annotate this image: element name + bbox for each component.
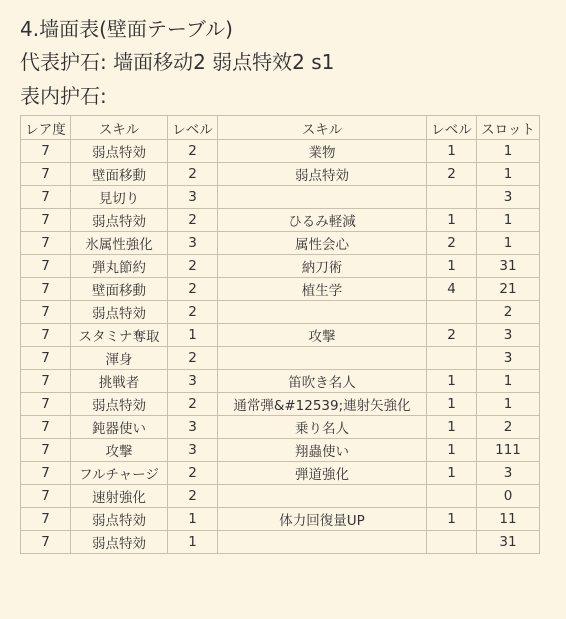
level-1-cell: 2 — [168, 462, 218, 485]
slots-cell: 31 — [477, 531, 540, 554]
representative-charm-line: 代表护石: 墙面移动2 弱点特效2 s1 — [20, 50, 335, 74]
header-level-2: レベル — [427, 116, 477, 140]
slots-cell: 1 — [477, 232, 540, 255]
level-2-cell: 1 — [427, 255, 477, 278]
level-2-cell: 2 — [427, 163, 477, 186]
inner-charm-label: 表内护石: — [20, 84, 107, 108]
level-1-cell: 2 — [168, 485, 218, 508]
table-row — [21, 186, 540, 209]
table-row — [21, 301, 540, 324]
header-skill-2: スキル — [218, 116, 427, 140]
skill-1-cell: 弱点特効 — [71, 531, 168, 554]
level-1-cell: 3 — [168, 370, 218, 393]
level-2-cell: 2 — [427, 232, 477, 255]
slots-cell: 2 — [477, 301, 540, 324]
table-row — [21, 209, 540, 232]
level-2-cell: 1 — [427, 140, 477, 163]
rarity-cell: 7 — [21, 508, 71, 531]
article-content — [20, 14, 546, 554]
level-1-cell: 1 — [168, 324, 218, 347]
rarity-cell: 7 — [21, 301, 71, 324]
slots-cell: 2 — [477, 416, 540, 439]
level-1-cell: 1 — [168, 531, 218, 554]
rarity-cell: 7 — [21, 209, 71, 232]
rarity-cell: 7 — [21, 485, 71, 508]
charm-table — [20, 115, 540, 554]
table-row — [21, 485, 540, 508]
skill-2-cell: 攻撃 — [218, 324, 427, 347]
skill-1-cell: 弱点特効 — [71, 393, 168, 416]
table-row — [21, 416, 540, 439]
level-2-cell: 2 — [427, 324, 477, 347]
rarity-cell: 7 — [21, 232, 71, 255]
level-1-cell: 3 — [168, 186, 218, 209]
table-row — [21, 462, 540, 485]
slots-cell: 3 — [477, 324, 540, 347]
level-2-cell: 1 — [427, 462, 477, 485]
skill-1-cell: 弱点特効 — [71, 301, 168, 324]
skill-1-cell: 攻撃 — [71, 439, 168, 462]
rarity-cell: 7 — [21, 462, 71, 485]
rarity-cell: 7 — [21, 347, 71, 370]
skill-1-cell: スタミナ奪取 — [71, 324, 168, 347]
slots-cell: 3 — [477, 186, 540, 209]
level-2-cell — [427, 186, 477, 209]
level-1-cell: 2 — [168, 209, 218, 232]
skill-2-cell: 笛吹き名人 — [218, 370, 427, 393]
level-1-cell: 2 — [168, 301, 218, 324]
slots-cell: 1 — [477, 370, 540, 393]
skill-1-cell: 渾身 — [71, 347, 168, 370]
slots-cell: 3 — [477, 347, 540, 370]
skill-2-cell — [218, 347, 427, 370]
table-row — [21, 255, 540, 278]
skill-1-cell: 弱点特効 — [71, 209, 168, 232]
skill-2-cell — [218, 485, 427, 508]
header-rarity: レア度 — [21, 116, 71, 140]
rarity-cell: 7 — [21, 370, 71, 393]
slots-cell: 111 — [477, 439, 540, 462]
skill-1-cell: フルチャージ — [71, 462, 168, 485]
bottom-fade — [0, 609, 566, 619]
table-row — [21, 439, 540, 462]
level-2-cell: 1 — [427, 370, 477, 393]
level-2-cell — [427, 347, 477, 370]
table-row — [21, 232, 540, 255]
skill-2-cell: 植生学 — [218, 278, 427, 301]
level-2-cell — [427, 301, 477, 324]
skill-1-cell: 速射強化 — [71, 485, 168, 508]
level-2-cell: 1 — [427, 416, 477, 439]
rarity-cell: 7 — [21, 163, 71, 186]
skill-2-cell — [218, 186, 427, 209]
skill-1-cell: 弱点特効 — [71, 140, 168, 163]
level-1-cell: 3 — [168, 439, 218, 462]
skill-1-cell: 見切り — [71, 186, 168, 209]
level-1-cell: 1 — [168, 508, 218, 531]
level-2-cell: 1 — [427, 393, 477, 416]
skill-2-cell: 業物 — [218, 140, 427, 163]
slots-cell: 1 — [477, 140, 540, 163]
rarity-cell: 7 — [21, 531, 71, 554]
table-row — [21, 163, 540, 186]
level-2-cell: 4 — [427, 278, 477, 301]
skill-2-cell: ひるみ軽減 — [218, 209, 427, 232]
slots-cell: 1 — [477, 209, 540, 232]
skill-2-cell: 弱点特効 — [218, 163, 427, 186]
level-1-cell: 2 — [168, 255, 218, 278]
table-row — [21, 508, 540, 531]
table-row — [21, 347, 540, 370]
skill-2-cell: 乗り名人 — [218, 416, 427, 439]
header-slots: スロット — [477, 116, 540, 140]
level-2-cell: 1 — [427, 439, 477, 462]
level-1-cell: 2 — [168, 393, 218, 416]
table-row — [21, 140, 540, 163]
skill-2-cell — [218, 531, 427, 554]
slots-cell: 1 — [477, 163, 540, 186]
level-2-cell — [427, 531, 477, 554]
skill-1-cell: 鈍器使い — [71, 416, 168, 439]
skill-1-cell: 弾丸節約 — [71, 255, 168, 278]
table-body — [21, 140, 540, 554]
rarity-cell: 7 — [21, 186, 71, 209]
rarity-cell: 7 — [21, 278, 71, 301]
level-1-cell: 3 — [168, 416, 218, 439]
rarity-cell: 7 — [21, 324, 71, 347]
level-2-cell: 1 — [427, 508, 477, 531]
skill-1-cell: 壁面移動 — [71, 163, 168, 186]
slots-cell: 3 — [477, 462, 540, 485]
table-row — [21, 324, 540, 347]
skill-2-cell: 翔蟲使い — [218, 439, 427, 462]
rarity-cell: 7 — [21, 416, 71, 439]
skill-2-cell: 通常弾&#12539;連射矢強化 — [218, 393, 427, 416]
slots-cell: 1 — [477, 393, 540, 416]
skill-2-cell — [218, 301, 427, 324]
skill-2-cell: 弾道強化 — [218, 462, 427, 485]
slots-cell: 11 — [477, 508, 540, 531]
table-row — [21, 370, 540, 393]
skill-2-cell: 属性会心 — [218, 232, 427, 255]
level-2-cell: 1 — [427, 209, 477, 232]
header-skill-1: スキル — [71, 116, 168, 140]
rarity-cell: 7 — [21, 439, 71, 462]
slots-cell: 31 — [477, 255, 540, 278]
table-header-row — [21, 116, 540, 140]
rarity-cell: 7 — [21, 255, 71, 278]
skill-2-cell: 体力回復量UP — [218, 508, 427, 531]
level-1-cell: 2 — [168, 140, 218, 163]
skill-1-cell: 壁面移動 — [71, 278, 168, 301]
rarity-cell: 7 — [21, 140, 71, 163]
skill-2-cell: 納刀術 — [218, 255, 427, 278]
table-row — [21, 278, 540, 301]
skill-1-cell: 氷属性強化 — [71, 232, 168, 255]
slots-cell: 21 — [477, 278, 540, 301]
level-2-cell — [427, 485, 477, 508]
skill-1-cell: 挑戦者 — [71, 370, 168, 393]
table-row — [21, 393, 540, 416]
level-1-cell: 3 — [168, 232, 218, 255]
table-row — [21, 531, 540, 554]
level-1-cell: 2 — [168, 347, 218, 370]
slots-cell: 0 — [477, 485, 540, 508]
level-1-cell: 2 — [168, 278, 218, 301]
level-1-cell: 2 — [168, 163, 218, 186]
rarity-cell: 7 — [21, 393, 71, 416]
skill-1-cell: 弱点特効 — [71, 508, 168, 531]
header-level-1: レベル — [168, 116, 218, 140]
section-heading: 4.墙面表(壁面テーブル) — [20, 17, 233, 41]
